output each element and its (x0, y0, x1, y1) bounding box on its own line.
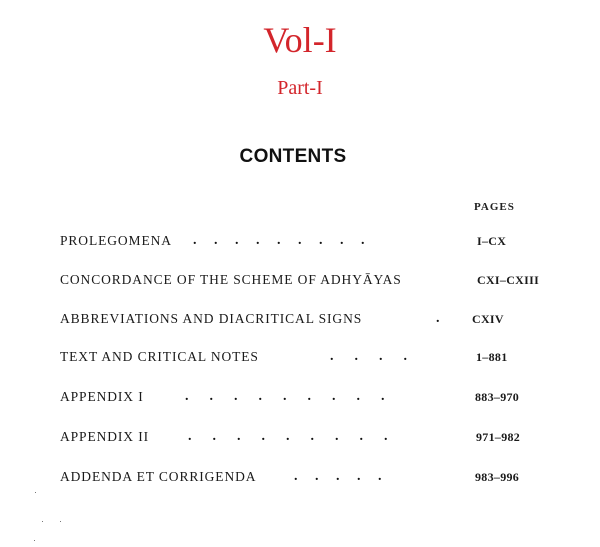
toc-entry-pages: CXIV (472, 312, 504, 326)
toc-entry-pages: I–CX (477, 234, 507, 248)
dot-leader: . . . . . . . . . (193, 233, 365, 248)
dot-leader: . . . . . . . . . (185, 389, 385, 404)
toc-entry-text-notes[interactable] (60, 346, 560, 368)
volume-title: Vol-I (263, 20, 337, 60)
toc-entry-title: TEXT AND CRITICAL NOTES (60, 349, 259, 364)
pages-column-header: PAGES (474, 201, 515, 213)
toc-entry-prolegomena[interactable] (60, 230, 560, 252)
toc-entry-title: ADDENDA ET CORRIGENDA (60, 469, 257, 484)
toc-entry-pages: 883–970 (475, 390, 520, 404)
toc-entry-abbreviations[interactable] (60, 308, 560, 330)
toc-entry-pages: CXI–CXIII (477, 273, 540, 287)
contents-heading: CONTENTS (239, 146, 347, 167)
toc-entry-pages: 1–881 (476, 350, 508, 364)
part-title: Part-I (277, 77, 323, 99)
scan-speck (60, 521, 61, 522)
toc-entry-title: APPENDIX I (60, 389, 144, 404)
toc-entry-concordance[interactable] (60, 269, 560, 291)
dot-leader: . . . . . (294, 469, 382, 484)
scan-speck (42, 521, 43, 522)
dot-leader: . . . . . . . . . (188, 429, 388, 444)
dot-leader: . . . . (330, 349, 407, 364)
toc-entry-title: PROLEGOMENA (60, 233, 172, 248)
toc-entry-pages: 971–982 (476, 430, 521, 444)
scan-speck (34, 540, 35, 541)
toc-entry-title: ABBREVIATIONS AND DIACRITICAL SIGNS (60, 311, 363, 326)
toc-entry-title: CONCORDANCE OF THE SCHEME OF ADHYĀYAS (60, 272, 402, 287)
toc-entry-appendix-1[interactable] (60, 386, 560, 408)
dot-leader: . (436, 311, 440, 326)
toc-entry-appendix-2[interactable] (60, 426, 560, 448)
toc-entry-pages: 983–996 (475, 470, 520, 484)
toc-entry-addenda[interactable] (60, 466, 560, 488)
scan-speck (35, 492, 36, 493)
toc-entry-title: APPENDIX II (60, 429, 150, 444)
